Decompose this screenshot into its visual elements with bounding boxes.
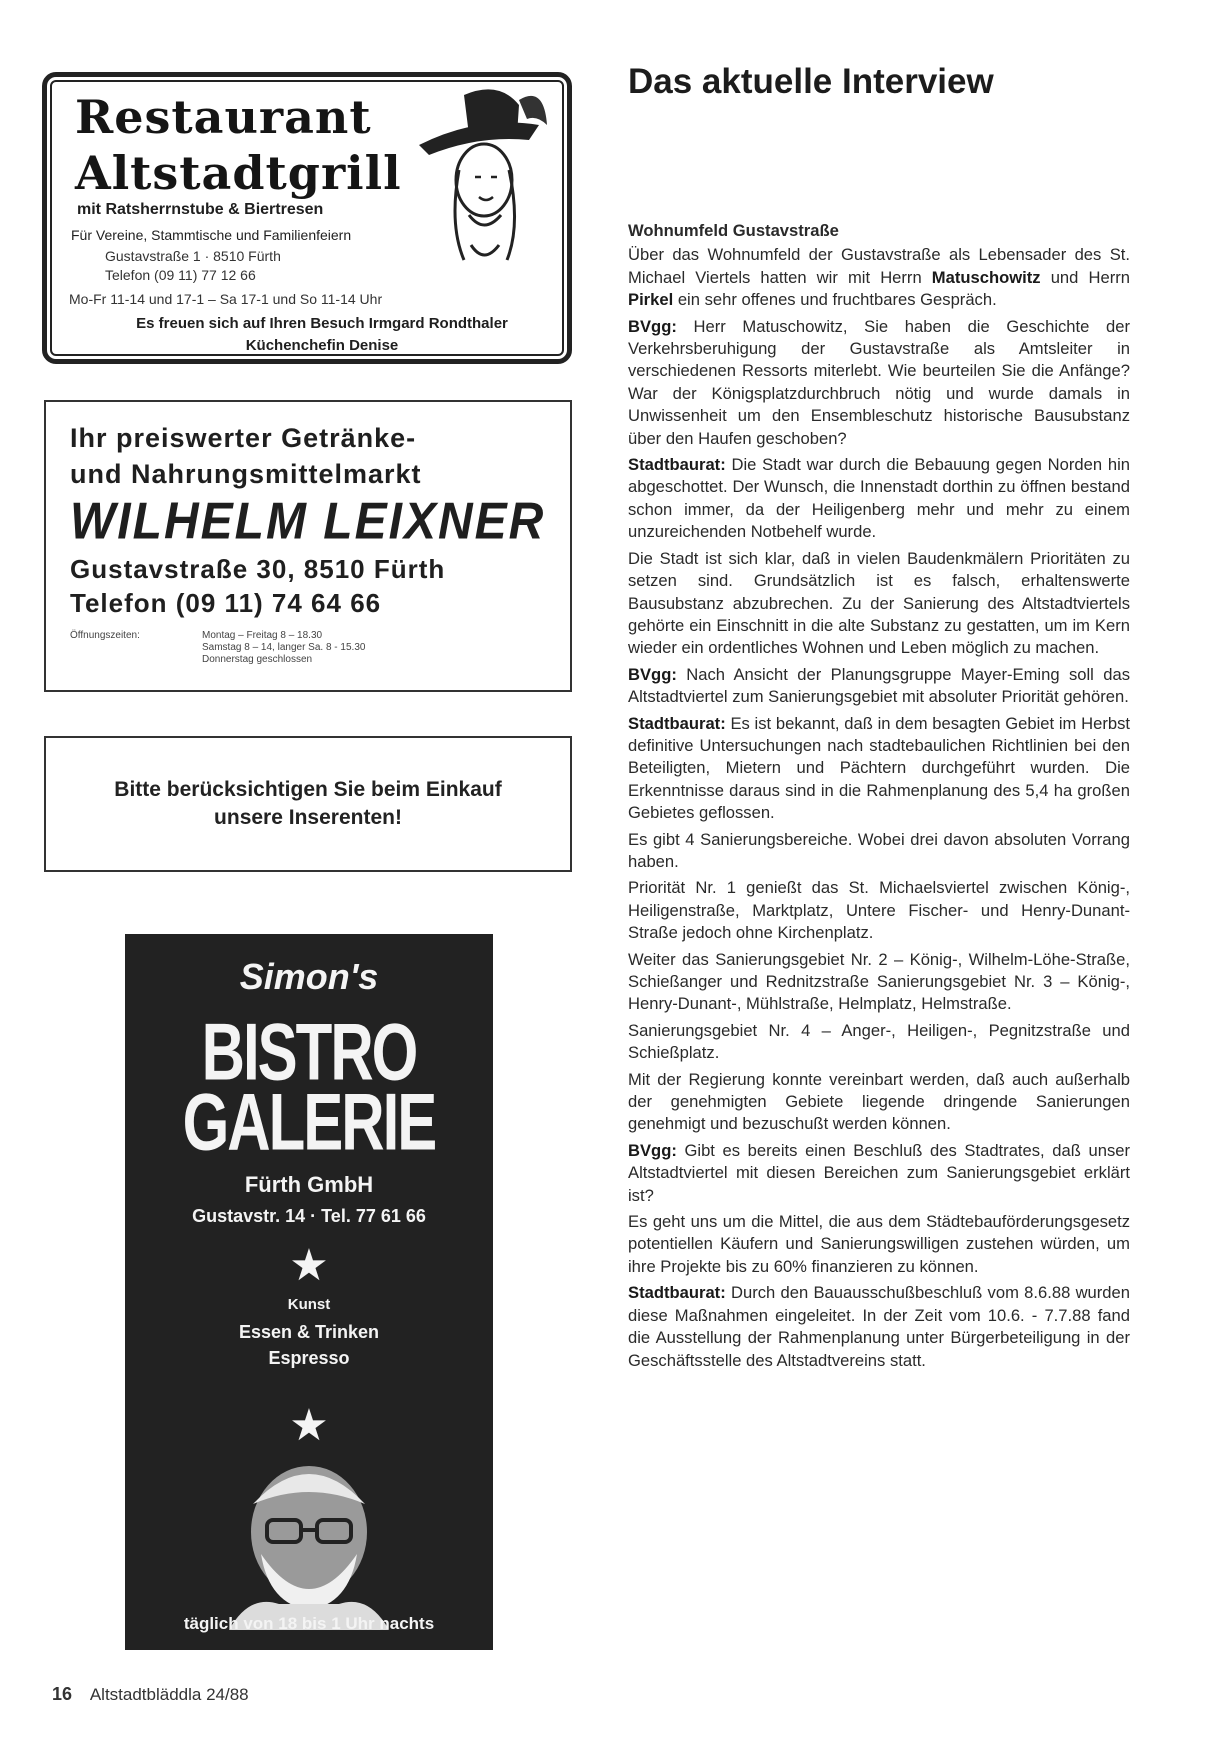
star-icon: ★ bbox=[289, 1241, 329, 1290]
bistro-address: Gustavstr. 14 · Tel. 77 61 66 bbox=[192, 1206, 426, 1226]
leixner-opening-times bbox=[202, 630, 365, 666]
bistro-galerie-ad bbox=[125, 934, 493, 1650]
article-paragraph bbox=[628, 1282, 1130, 1372]
speaker-label: BVgg: bbox=[628, 316, 677, 336]
article-paragraph bbox=[628, 244, 1130, 311]
leixner-contact bbox=[70, 552, 445, 620]
star-icon: ★ bbox=[289, 1401, 329, 1450]
leixner-address: Gustavstraße 30, 8510 Fürth bbox=[70, 554, 446, 584]
leixner-opening-label: Öffnungszeiten: bbox=[70, 630, 140, 641]
notice-line1: Bitte berücksichtigen Sie beim Einkauf bbox=[114, 778, 502, 801]
cavalier-illustration bbox=[409, 85, 549, 275]
notice-line2: unsere Inserenten! bbox=[214, 806, 402, 829]
leixner-headline bbox=[70, 420, 422, 492]
galerie-word: GALERIE bbox=[182, 1076, 436, 1168]
article-paragraph bbox=[628, 713, 1130, 825]
speaker-label: BVgg: bbox=[628, 1140, 677, 1160]
leixner-open-line2: Samstag 8 – 14, langer Sa. 8 - 15.30 bbox=[202, 642, 366, 653]
article-paragraph: Sanierungsgebiet Nr. 4 – Anger-, Heiligen-, Pegnitzstraße und Schießplatz. bbox=[628, 1020, 1130, 1063]
article-paragraph: Die Stadt ist sich klar, daß in vielen Baudenkmälern Prioritäten zu setzen sind. Grundsätzlich ist es falsch, erhaltenswerte Bausubstanz abzubrechen. Zu der Sanierung des Altstadtviertels gehörte ein Einschnitt in die alte Substanz zu gestatten, um im Kern wieder ein ordentliches Wohnen und Leben möglich zu machen. bbox=[628, 548, 1130, 658]
speaker-label: Stadtbaurat: bbox=[628, 713, 726, 733]
text-run: Durch den Bauausschußbeschluß vom 8.6.88 wurden diese Maßnahmen eingeleitet. In der Zeit vom 10.6. - 7.7.88 fand die Ausstellung der Rahmenplanung unter Bürgerbeteiligung in der Geschäftsstelle des Altstadtvereins statt. bbox=[628, 1283, 1130, 1370]
bistro-opening-hours: täglich von 18 bis 1 Uhr nachts bbox=[183, 1614, 435, 1633]
restaurant-title-line1: Restaurant bbox=[75, 90, 372, 144]
bistro-espresso: Espresso bbox=[268, 1348, 350, 1368]
restaurant-title-line2: Altstadtgrill bbox=[75, 146, 402, 200]
restaurant-occasions: Für Vereine, Stammtische und Familienfeiern bbox=[71, 227, 352, 243]
article-paragraph bbox=[628, 454, 1130, 544]
person-name: Matuschowitz bbox=[931, 267, 1041, 287]
article-paragraph: Es gibt 4 Sanierungsbereiche. Wobei drei davon absoluten Vorrang haben. bbox=[628, 829, 1130, 871]
text-run: Es ist bekannt, daß in dem besagten Gebiet im Herbst definitive Untersuchungen nach stadtebaulichen Richtlinien bei den Beteiligten, Mietern und Pächtern durchgeführt wurden. Die Erkenntnisse daraus sind in die Rahmenplanung des 5,4 ha großen Gebietes geflossen. bbox=[628, 713, 1130, 823]
bistro-company: Fürth GmbH bbox=[244, 1172, 374, 1197]
text-run: Herr Matuschowitz, Sie haben die Geschichte der Verkehrsberuhigung der Gustavstraße als Amtsleiter in verschiedenen Ressorts miterlebt. Wie beurteilen Sie die Anfänge? War der Königsplatzdurchbruch nötig und wurde damals in Unwissenheit um den Ensembleschutz historische Bausubstanz über den Haufen geschoben? bbox=[628, 316, 1130, 448]
leixner-headline-line1: Ihr preiswerter Getränke- bbox=[70, 423, 417, 453]
article-subheading: Wohnumfeld Gustavstraße bbox=[628, 221, 839, 240]
speaker-label: Stadtbaurat: bbox=[628, 455, 726, 475]
text-run: Die Stadt war durch die Bebauung gegen Norden hin abgeschottet. Der Wunsch, die Innenstadt dorthin zu öffnen bestand schon immer, da der Heiligenberg mehr und mehr zu einem unzureichenden Notbehelf wurde. bbox=[628, 455, 1130, 542]
article-paragraph bbox=[628, 1140, 1130, 1207]
leixner-market-ad bbox=[44, 400, 572, 692]
leixner-open-line1: Montag – Freitag 8 – 18.30 bbox=[202, 630, 323, 641]
article-paragraph: Priorität Nr. 1 genießt das St. Michaelsviertel zwischen König-, Heiligenstraße, Marktplatz, Untere Fischer- und Henry-Dunant-Straße jedoch ohne Kirchenplatz. bbox=[628, 878, 1130, 943]
leixner-open-line3: Donnerstag geschlossen bbox=[202, 654, 313, 665]
bistro-kunst: Kunst bbox=[287, 1296, 331, 1313]
restaurant-contact bbox=[105, 247, 281, 285]
publication-name: Altstadtbläddla 24/88 bbox=[89, 1685, 249, 1704]
restaurant-title bbox=[75, 89, 455, 201]
restaurant-address: Gustavstraße 1 · 8510 Fürth bbox=[105, 248, 281, 264]
text-run: ein sehr offenes und fruchtbares Gespräch. bbox=[673, 290, 997, 310]
restaurant-welcome-line2: Küchenchefin Denise bbox=[245, 337, 399, 354]
restaurant-hours: Mo-Fr 11-14 und 17-1 – Sa 17-1 und So 11-14 Uhr bbox=[69, 291, 383, 307]
restaurant-phone: Telefon (09 11) 77 12 66 bbox=[105, 267, 256, 283]
restaurant-altstadtgrill-ad bbox=[42, 72, 572, 364]
speaker-label: Stadtbaurat: bbox=[628, 1283, 726, 1303]
interview-article bbox=[628, 220, 1130, 1376]
text-run: Gibt es bereits einen Beschluß des Stadtrates, daß unser Altstadtviertel mit diesen Bereichen zum Sanierungsgebiet erklärt ist? bbox=[628, 1140, 1130, 1205]
text-run: Nach Ansicht der Planungsgruppe Mayer-Eming soll das Altstadtviertel zum Sanierungsgebiet mit absoluter Priorität gehören. bbox=[628, 664, 1130, 707]
leixner-name: WILHELM LEIXNER bbox=[70, 493, 546, 551]
page-number: 16 bbox=[52, 1684, 73, 1704]
leixner-headline-line2: und Nahrungsmittelmarkt bbox=[70, 459, 422, 489]
article-paragraph bbox=[628, 316, 1130, 450]
article-paragraph: Es geht uns um die Mittel, die aus dem Städtebauförderungsgesetz potentiellen Käufern und Sanierungswilligen zustehen würden, um ihre Projekte bis zu 60% finanzieren zu können. bbox=[628, 1212, 1130, 1276]
restaurant-welcome bbox=[87, 313, 557, 357]
interview-title: Das aktuelle Interview bbox=[628, 62, 994, 101]
leixner-phone: Telefon (09 11) 74 64 66 bbox=[70, 588, 382, 618]
advertiser-notice bbox=[44, 736, 572, 872]
bistro-essen: Essen & Trinken bbox=[238, 1322, 380, 1342]
restaurant-subtitle: mit Ratsherrnstube & Biertresen bbox=[77, 201, 324, 218]
bistro-simons: Simon's bbox=[239, 956, 379, 997]
person-name: Pirkel bbox=[628, 290, 674, 310]
speaker-label: BVgg: bbox=[628, 664, 677, 684]
page-footer bbox=[52, 1684, 249, 1705]
owner-portrait bbox=[209, 1454, 409, 1630]
restaurant-welcome-line1: Es freuen sich auf Ihren Besuch Irmgard Rondthaler bbox=[136, 315, 508, 332]
text-run: Über das Wohnumfeld der Gustavstraße als Lebensader des St. Michael Viertels hatten wir mit Herrn bbox=[628, 245, 1130, 287]
notice-text bbox=[114, 776, 501, 832]
bistro-word: BISTRO bbox=[201, 1006, 417, 1098]
article-paragraph: Mit der Regierung konnte vereinbart werden, daß auch außerhalb der genehmigten Gebiete liegende dringende Sanierungen genehmigt und bezuschußt werden können. bbox=[628, 1069, 1130, 1134]
text-run: und Herrn bbox=[1040, 267, 1130, 287]
article-paragraph bbox=[628, 664, 1130, 709]
article-paragraph: Weiter das Sanierungsgebiet Nr. 2 – König-, Wilhelm-Löhe-Straße, Schießanger und Rednitzstraße Sanierungsgebiet Nr. 3 – König-, Henry-Dunant-, Mühlstraße, Helmplatz, Helmstraße. bbox=[628, 949, 1130, 1014]
